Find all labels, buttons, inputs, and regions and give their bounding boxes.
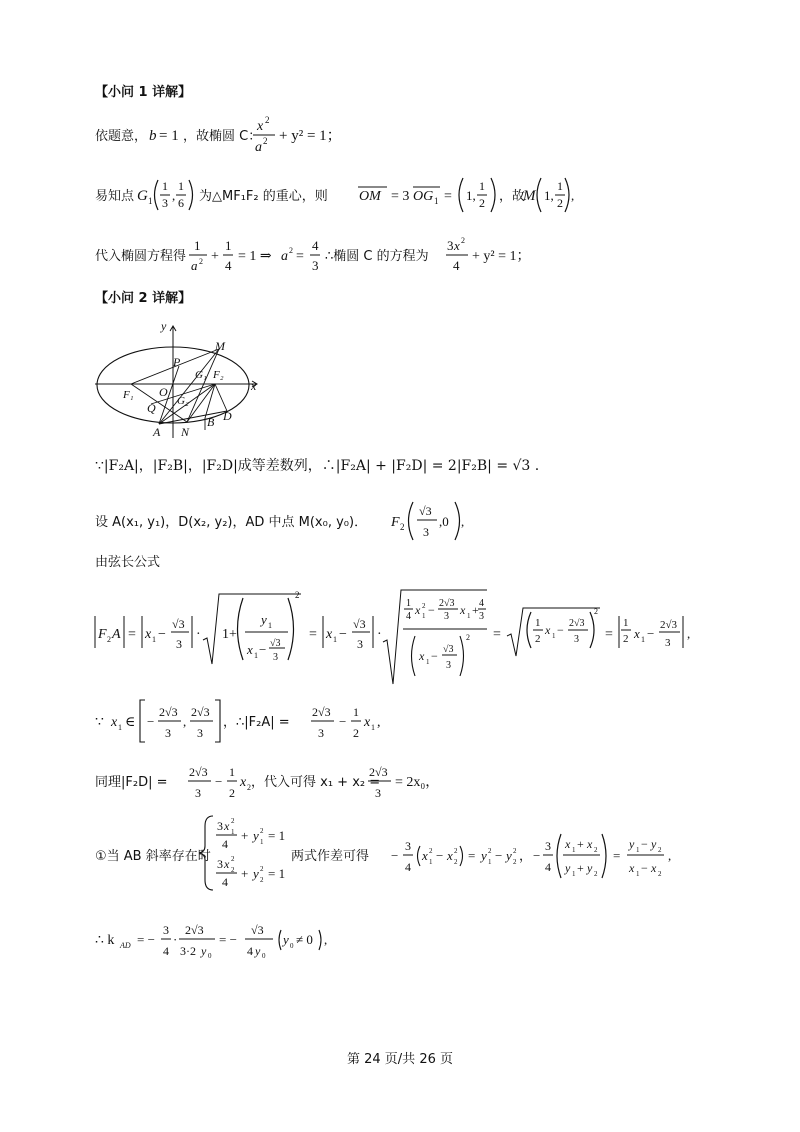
svg-text:x: x [111, 715, 118, 730]
part1-line2-end [565, 178, 585, 218]
svg-text:OG: OG [413, 189, 434, 204]
svg-text:1: 1 [152, 635, 156, 644]
svg-text:2: 2 [353, 726, 359, 740]
svg-text:0: 0 [208, 952, 212, 960]
svg-text:x: x [651, 861, 657, 875]
fig-label-f1: F₁ [123, 389, 134, 401]
svg-text:1: 1 [552, 632, 556, 640]
svg-text:y: y [283, 932, 289, 947]
svg-text:−: − [436, 848, 444, 863]
svg-text:,: , [172, 188, 176, 203]
svg-text:y: y [565, 861, 571, 875]
svg-text:3: 3 [162, 196, 168, 210]
svg-text:2: 2 [488, 847, 492, 855]
svg-text:,: , [668, 848, 672, 863]
svg-text:√3: √3 [443, 644, 454, 655]
svg-text:−: − [158, 627, 166, 642]
part1-line1-text: 依题意， [95, 129, 148, 144]
svg-text:=: = [296, 249, 304, 264]
svg-text:=: = [605, 627, 613, 642]
svg-text:−: − [339, 627, 347, 642]
svg-text:= 3: = 3 [391, 189, 410, 204]
svg-text:3: 3 [197, 726, 203, 740]
svg-text:y: y [629, 837, 635, 851]
svg-text:1: 1 [225, 238, 232, 253]
svg-text:0: 0 [262, 952, 266, 960]
svg-text:1: 1 [434, 196, 439, 206]
svg-text:G: G [137, 188, 148, 204]
svg-text:1: 1 [641, 635, 645, 644]
svg-text:1: 1 [260, 838, 264, 846]
svg-text:2: 2 [479, 196, 485, 210]
fig-label-f2: F₂ [213, 369, 224, 381]
svg-text:1,: 1, [544, 188, 554, 203]
svg-text:−: − [147, 714, 155, 729]
svg-text:=: = [128, 627, 136, 642]
svg-text:+: + [472, 603, 479, 617]
svg-text:x: x [634, 626, 640, 641]
svg-text:=: = [613, 848, 621, 863]
svg-text:x: x [326, 627, 333, 642]
svg-text:2: 2 [260, 876, 264, 884]
part1-line1-eq-tail: + y² = 1； [279, 128, 342, 144]
svg-text:a: a [191, 258, 198, 273]
part2-range-tail: ，∴|F₂A| = [223, 715, 290, 730]
svg-text:3: 3 [574, 634, 579, 645]
svg-text:+: + [577, 861, 584, 875]
part2-set-pre: 设 A(x₁, y₁)，D(x₂, y₂)，AD 中点 M(x₀, y₀)． [95, 515, 368, 530]
svg-text:F: F [391, 515, 400, 530]
chord-length-formula [95, 584, 695, 688]
page-footer: 第 24 页/共 26 页 [347, 1052, 453, 1067]
fig-label-m: M [215, 339, 225, 353]
svg-text:0: 0 [290, 942, 294, 950]
svg-text:A: A [112, 627, 121, 642]
svg-text:2: 2 [454, 847, 458, 855]
svg-text:3: 3 [165, 726, 171, 740]
svg-text:=: = [309, 627, 317, 642]
fig-label-n: N [181, 425, 190, 439]
part2-case1-mid: 两式作差可得 [291, 849, 370, 864]
svg-text:2: 2 [231, 855, 235, 863]
svg-text:= −: = − [219, 932, 237, 947]
svg-text:1: 1 [194, 238, 201, 253]
svg-text:2: 2 [260, 827, 264, 835]
svg-text:1: 1 [422, 612, 426, 620]
svg-text:2: 2 [594, 870, 598, 878]
svg-text:1: 1 [572, 870, 576, 878]
svg-text:y: y [253, 828, 259, 843]
svg-text:−: − [533, 848, 541, 863]
svg-text:3: 3 [163, 923, 169, 937]
svg-text:1: 1 [623, 617, 629, 629]
svg-text:1: 1 [535, 617, 541, 629]
svg-text:a: a [281, 249, 288, 264]
svg-text:−: − [215, 774, 223, 789]
svg-text:2: 2 [513, 847, 517, 855]
svg-text:2: 2 [594, 846, 598, 854]
part2-arith-line: ∵|F₂A|，|F₂B|，|F₂D|成等差数列，∴|F₂A| + |F₂D| = 2|F₂B| = √3 . [95, 458, 540, 474]
svg-text:F: F [98, 627, 107, 642]
fig-label-y: y [161, 319, 167, 333]
fig-label-p: P [173, 355, 181, 369]
svg-text:,: , [377, 715, 381, 730]
svg-text:3: 3 [273, 652, 278, 663]
svg-text:1: 1 [636, 846, 640, 854]
svg-text:−: − [428, 603, 435, 617]
svg-text:2: 2 [623, 633, 629, 645]
svg-text:= 1: = 1 [268, 866, 286, 881]
fig-label-b: B [207, 415, 215, 429]
svg-text:−: − [391, 848, 399, 863]
svg-text:6: 6 [178, 196, 184, 210]
fig-label-x: x [251, 379, 257, 393]
svg-text:3: 3 [446, 660, 451, 671]
svg-text:1: 1 [268, 621, 272, 630]
svg-text:√3: √3 [172, 617, 185, 631]
svg-text:−: − [641, 837, 648, 851]
svg-text:−: − [557, 623, 564, 637]
svg-text:a: a [255, 140, 262, 155]
svg-text:4: 4 [453, 258, 460, 273]
svg-text:2: 2 [247, 783, 251, 792]
svg-text:−: − [339, 714, 347, 729]
svg-text:3: 3 [444, 611, 449, 622]
svg-text:2√3: 2√3 [569, 618, 585, 629]
svg-text:y: y [587, 861, 593, 875]
svg-text:x: x [454, 238, 460, 253]
svg-text:3: 3 [217, 819, 223, 833]
svg-text:1: 1 [254, 651, 258, 660]
svg-text:x: x [364, 715, 371, 730]
svg-text:x: x [419, 649, 425, 663]
part2-same-pre: 同理|F₂D| = [95, 775, 168, 790]
part1-line3 [95, 230, 531, 278]
part1-line3-pre: 代入椭圆方程得 [95, 249, 187, 264]
svg-text:3: 3 [318, 726, 324, 740]
svg-text:2: 2 [535, 633, 541, 645]
svg-text:4: 4 [222, 875, 228, 889]
svg-text:2: 2 [466, 633, 470, 642]
svg-text:y: y [261, 612, 267, 627]
svg-text:x: x [545, 623, 551, 637]
svg-text:x: x [629, 861, 635, 875]
svg-text:x: x [224, 857, 230, 871]
svg-text:3: 3 [423, 525, 429, 539]
svg-text:= 1 ⇒: = 1 ⇒ [238, 249, 272, 264]
svg-text:1: 1 [178, 179, 184, 193]
svg-text:+: + [211, 249, 219, 264]
part2-range-line [95, 694, 425, 746]
svg-text:=: = [444, 189, 452, 204]
svg-text:2: 2 [107, 635, 111, 644]
svg-text:+: + [241, 866, 249, 881]
part2-same-tail: = 2x₀， [395, 775, 440, 790]
svg-text:1: 1 [572, 846, 576, 854]
svg-text:4: 4 [225, 258, 232, 273]
svg-text:2: 2 [231, 817, 235, 825]
svg-text:y: y [651, 837, 657, 851]
svg-text:y: y [481, 848, 487, 863]
part1-line2-pre: 易知点 [95, 189, 135, 204]
svg-text:3·2: 3·2 [180, 944, 196, 958]
fig-label-d: D [223, 409, 232, 423]
svg-text:1: 1 [429, 858, 433, 866]
svg-text:2: 2 [658, 846, 662, 854]
part2-set-line [95, 498, 475, 544]
svg-text:x: x [257, 119, 264, 134]
svg-text:−: − [641, 861, 648, 875]
svg-text:3: 3 [217, 857, 223, 871]
svg-text:3: 3 [479, 611, 484, 622]
svg-text:2: 2 [263, 136, 268, 146]
part2-same-mid: ，代入可得 x₁ + x₂ = [251, 775, 381, 790]
svg-text:1: 1 [488, 858, 492, 866]
svg-text:2√3: 2√3 [189, 765, 208, 779]
svg-text:1,: 1, [466, 188, 476, 203]
svg-text:x: x [565, 837, 571, 851]
fig-label-a: A [153, 425, 161, 439]
part2-slope-sub: AD [120, 941, 131, 950]
svg-text:= 1: = 1 [159, 128, 179, 144]
fig-label-g2: G₂ [177, 395, 189, 407]
svg-text:1: 1 [557, 179, 563, 193]
svg-text:3: 3 [405, 839, 411, 853]
svg-text:,: , [461, 514, 465, 529]
svg-text:2: 2 [289, 246, 293, 255]
svg-text:b: b [149, 128, 157, 144]
svg-text:√3: √3 [353, 617, 366, 631]
svg-text:y: y [255, 944, 261, 958]
svg-text:4: 4 [545, 860, 551, 874]
svg-text:x: x [460, 603, 466, 617]
part2-case1-pre: ①当 AB 斜率存在时 [95, 849, 211, 864]
svg-text:2√3: 2√3 [159, 705, 178, 719]
svg-text:x: x [247, 642, 253, 657]
svg-text:·: · [173, 932, 178, 947]
part2-case1-line [95, 812, 685, 894]
svg-text:2: 2 [229, 786, 235, 800]
svg-text:2: 2 [295, 590, 300, 600]
part2-chord-label: 由弦长公式 [95, 555, 161, 570]
svg-text:2√3: 2√3 [312, 705, 331, 719]
svg-text:1: 1 [333, 635, 337, 644]
svg-text:2: 2 [461, 236, 465, 245]
svg-text:=: = [468, 848, 476, 863]
fig-label-o: O [159, 385, 168, 399]
svg-text:+: + [241, 828, 249, 843]
svg-text:= −: = − [137, 932, 155, 947]
svg-text:2: 2 [265, 115, 270, 125]
svg-text:4: 4 [312, 238, 319, 253]
svg-text:2: 2 [513, 858, 517, 866]
svg-text:√3: √3 [251, 923, 264, 937]
svg-text:2√3: 2√3 [191, 705, 210, 719]
svg-text:,: , [571, 188, 575, 203]
svg-text:3: 3 [195, 786, 201, 800]
svg-text:y: y [506, 848, 512, 863]
svg-text:x: x [415, 603, 421, 617]
svg-text:3: 3 [545, 839, 551, 853]
svg-text:y: y [201, 944, 207, 958]
svg-text:3: 3 [375, 786, 381, 800]
part2-same-line [95, 756, 495, 808]
svg-text:2: 2 [658, 870, 662, 878]
svg-text:3: 3 [176, 637, 182, 651]
svg-text:√3: √3 [270, 638, 281, 649]
svg-text:2: 2 [231, 866, 235, 874]
svg-text:2√3: 2√3 [185, 923, 204, 937]
svg-text:2√3: 2√3 [369, 765, 388, 779]
svg-text:·: · [196, 627, 201, 642]
svg-text:,0: ,0 [439, 514, 449, 529]
part1-line2 [95, 170, 565, 220]
svg-text:2√3: 2√3 [660, 619, 678, 631]
svg-text:≠ 0: ≠ 0 [296, 932, 313, 947]
part1-line2-tail: ，故 [499, 189, 526, 204]
svg-text:1: 1 [353, 705, 359, 719]
svg-text:,: , [324, 932, 328, 947]
svg-text:1: 1 [479, 179, 485, 193]
fig-label-g1: G₁ [195, 369, 207, 381]
part1-line3-tail: + y² = 1； [472, 249, 531, 264]
svg-text:2: 2 [454, 858, 458, 866]
part1-line2-mid: 为△MF₁F₂ 的重心，则 [199, 189, 328, 204]
svg-text:1: 1 [162, 179, 168, 193]
svg-text:=: = [493, 627, 501, 642]
svg-text:−: − [495, 848, 503, 863]
svg-text:−: − [259, 642, 267, 657]
svg-text:4: 4 [479, 598, 484, 609]
svg-text:4: 4 [247, 944, 253, 958]
svg-text:4: 4 [405, 860, 411, 874]
svg-text:4: 4 [163, 944, 169, 958]
svg-text:∵: ∵ [95, 715, 104, 730]
svg-text:2: 2 [594, 607, 598, 616]
svg-text:2: 2 [429, 847, 433, 855]
svg-text:√3: √3 [419, 504, 432, 518]
svg-text:1: 1 [231, 828, 235, 836]
svg-text:1: 1 [148, 196, 153, 206]
svg-text:4: 4 [222, 837, 228, 851]
svg-text:x: x [587, 837, 593, 851]
ellipse-figure [95, 318, 265, 444]
svg-text:3: 3 [357, 637, 363, 651]
svg-text:,: , [183, 714, 187, 729]
svg-text:1: 1 [636, 870, 640, 878]
svg-text:1: 1 [406, 598, 411, 609]
svg-text:x: x [240, 775, 247, 790]
svg-text:1: 1 [426, 658, 430, 666]
svg-text:2: 2 [260, 865, 264, 873]
svg-text:x: x [145, 627, 152, 642]
part1-heading: 【小问 1 详解】 [95, 85, 192, 100]
svg-text:·: · [377, 627, 382, 642]
svg-text:x: x [447, 848, 453, 863]
svg-text:3: 3 [665, 637, 671, 649]
svg-text:2: 2 [557, 196, 563, 210]
svg-text:y: y [253, 866, 259, 881]
part2-slope-line [95, 912, 355, 964]
svg-text:1: 1 [467, 612, 471, 620]
svg-text:1: 1 [371, 723, 375, 732]
svg-text:2√3: 2√3 [439, 598, 455, 609]
svg-text:x: x [224, 819, 230, 833]
svg-text:= 1: = 1 [268, 828, 286, 843]
svg-text:M: M [523, 188, 536, 204]
svg-text:2: 2 [199, 257, 203, 266]
part1-line3-mid: ∴椭圆 C 的方程为 [325, 249, 429, 264]
part1-line1-mid: ，故椭圆 C： [183, 129, 262, 144]
fig-label-q: Q [147, 401, 156, 415]
svg-text:4: 4 [406, 611, 411, 622]
svg-text:+: + [577, 837, 584, 851]
svg-text:3: 3 [447, 238, 454, 253]
svg-text:1+: 1+ [222, 627, 237, 642]
svg-text:1: 1 [229, 765, 235, 779]
svg-text:，: ， [519, 848, 533, 863]
svg-text:2: 2 [422, 602, 426, 610]
svg-text:−: − [647, 626, 655, 641]
svg-text:∈: ∈ [125, 715, 136, 730]
svg-text:2: 2 [400, 522, 405, 532]
part2-slope-pre: ∴ k [95, 933, 115, 948]
svg-text:,: , [687, 626, 691, 641]
part2-heading: 【小问 2 详解】 [95, 291, 192, 306]
svg-text:1: 1 [118, 723, 122, 732]
svg-text:3: 3 [312, 258, 319, 273]
svg-text:OM: OM [359, 189, 381, 204]
svg-text:−: − [431, 649, 438, 663]
svg-text:x: x [422, 848, 428, 863]
part1-line1 [95, 112, 395, 158]
